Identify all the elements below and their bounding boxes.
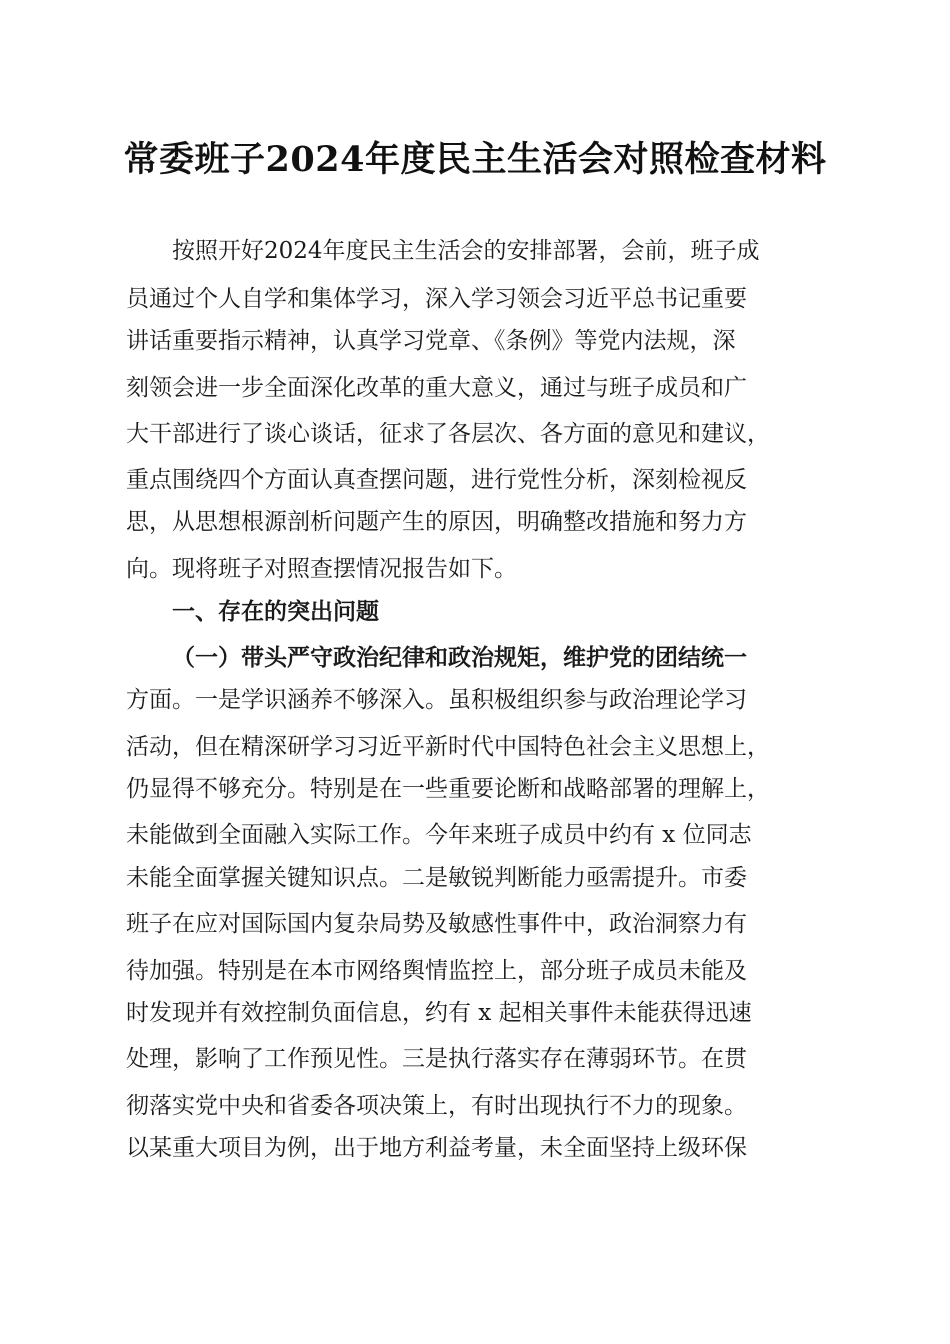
document-title: 常委班子2024年度民主生活会对照检查材料 <box>123 139 827 180</box>
text-line: 时发现并有效控制负面信息，约有 x 起相关事件未能获得迅速 <box>126 1000 752 1026</box>
text-line: 以某重大项目为例，出于地方利益考量，未全面坚持上级环保 <box>126 1135 747 1161</box>
text-line: 员通过个人自学和集体学习，深入学习领会习近平总书记重要 <box>126 286 747 312</box>
text-line: 方面。一是学识涵养不够深入。虽积极组织参与政治理论学习 <box>126 687 747 713</box>
text-line: 重点围绕四个方面认真查摆问题，进行党性分析，深刻检视反 <box>126 467 747 493</box>
text-line: 处理，影响了工作预见性。三是执行落实存在薄弱环节。在贯 <box>126 1046 747 1072</box>
text-line: 向。现将班子对照查摆情况报告如下。 <box>126 556 517 582</box>
text-line: 思，从思想根源剖析问题产生的原因，明确整改措施和努力方 <box>126 509 747 535</box>
text-line: 未能全面掌握关键知识点。二是敏锐判断能力亟需提升。市委 <box>126 865 747 891</box>
section-heading: 一、存在的突出问题 <box>172 599 379 625</box>
text-line: 彻落实党中央和省委各项决策上，有时出现执行不力的现象。 <box>126 1093 747 1119</box>
text-line: 按照开好2024年度民主生活会的安排部署，会前，班子成 <box>172 238 760 264</box>
text-line: 活动，但在精深研学习习近平新时代中国特色社会主义思想上， <box>126 734 770 760</box>
text-line: 刻领会进一步全面深化改革的重大意义，通过与班子成员和广 <box>126 375 747 401</box>
text-line: 仍显得不够充分。特别是在一些重要论断和战略部署的理解上， <box>126 776 770 802</box>
subsection-heading-line: （一）带头严守政治纪律和政治规矩，维护党的团结统一 <box>172 644 747 671</box>
text-line: 班子在应对国际国内复杂局势及敏感性事件中，政治洞察力有 <box>126 911 747 937</box>
text-line: 讲话重要指示精神，认真学习党章、《条例》等党内法规，深 <box>126 328 736 354</box>
text-line: 未能做到全面融入实际工作。今年来班子成员中约有 x 位同志 <box>126 822 752 848</box>
text-line: 大干部进行了谈心谈话，征求了各层次、各方面的意见和建议， <box>126 421 770 447</box>
text-line: 待加强。特别是在本市网络舆情监控上，部分班子成员未能及 <box>126 958 747 984</box>
